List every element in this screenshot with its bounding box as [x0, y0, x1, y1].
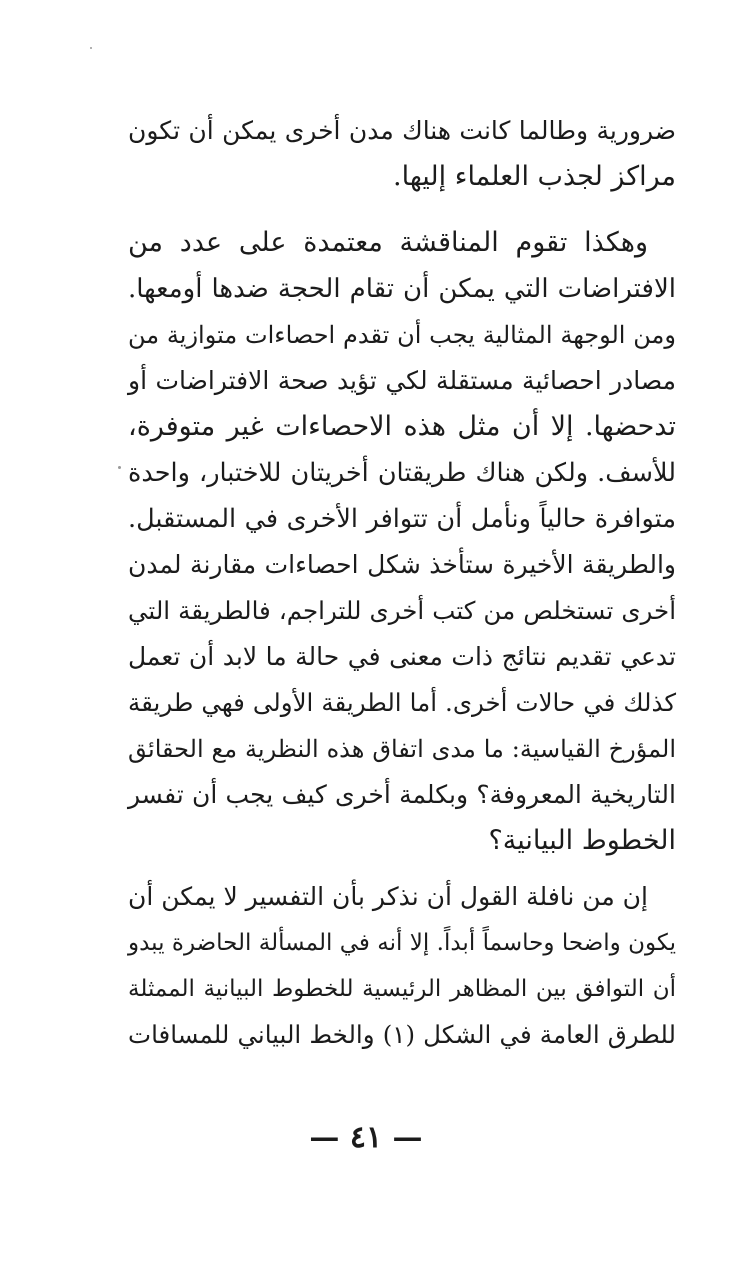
text-line: مصادر احصائية مستقلة لكي تؤيد صحة الافتراضات أو [128, 366, 676, 395]
text-line: وهكذا تقوم المناقشة معتمدة على عدد من [128, 227, 648, 258]
text-line: يكون واضحا وحاسماً أبداً. إلا أنه في المسألة الحاضرة يبدو [128, 930, 676, 956]
text-line: والطريقة الأخيرة ستأخذ شكل احصاءات مقارنة لمدن [128, 550, 676, 579]
paragraph-2 [128, 220, 676, 864]
paragraph-3 [128, 874, 676, 1058]
text-line: كذلك في حالات أخرى. أما الطريقة الأولى فهي طريقة [128, 688, 676, 717]
scan-speck [90, 47, 92, 49]
text-line: إن من نافلة القول أن نذكر بأن التفسير لا يمكن أن [128, 882, 648, 911]
text-line: أن التوافق بين المظاهر الرئيسية للخطوط البيانية الممثلة [128, 976, 676, 1002]
text-line: أخرى تستخلص من كتب أخرى للتراجم، فالطريقة التي [128, 596, 676, 625]
text-line: ضرورية وطالما كانت هناك مدن أخرى يمكن أن تكون [128, 116, 676, 145]
text-line: للطرق العامة في الشكل (١) والخط البياني للمسافات [128, 1020, 676, 1049]
scan-speck [118, 466, 121, 469]
text-line: ومن الوجهة المثالية يجب أن تقدم احصاءات متوازية من [128, 321, 676, 349]
text-line: مراكز لجذب العلماء إليها. [393, 161, 676, 192]
text-line: الخطوط البيانية؟ [488, 825, 676, 856]
text-line: التاريخية المعروفة؟ وبكلمة أخرى كيف يجب أن تفسر [128, 780, 676, 809]
text-line: للأسف. ولكن هناك طريقتان أخريتان للاختبار، واحدة [128, 458, 676, 488]
text-line: الافتراضات التي يمكن أن تقام الحجة ضدها أومعها. [128, 274, 676, 304]
paragraph-1 [128, 108, 676, 200]
text-line: تدعي تقديم نتائج ذات معنى في حالة ما لابد أن تعمل [128, 642, 676, 671]
text-line: تدحضها. إلا أن مثل هذه الاحصاءات غير متوفرة، [128, 411, 676, 442]
page-number: — ٤١ — [309, 1120, 423, 1155]
text-line: متوافرة حالياً ونأمل أن تتوافر الأخرى في المستقبل. [128, 504, 676, 534]
text-line: المؤرخ القياسية: ما مدى اتفاق هذه النظرية مع الحقائق [128, 735, 676, 763]
